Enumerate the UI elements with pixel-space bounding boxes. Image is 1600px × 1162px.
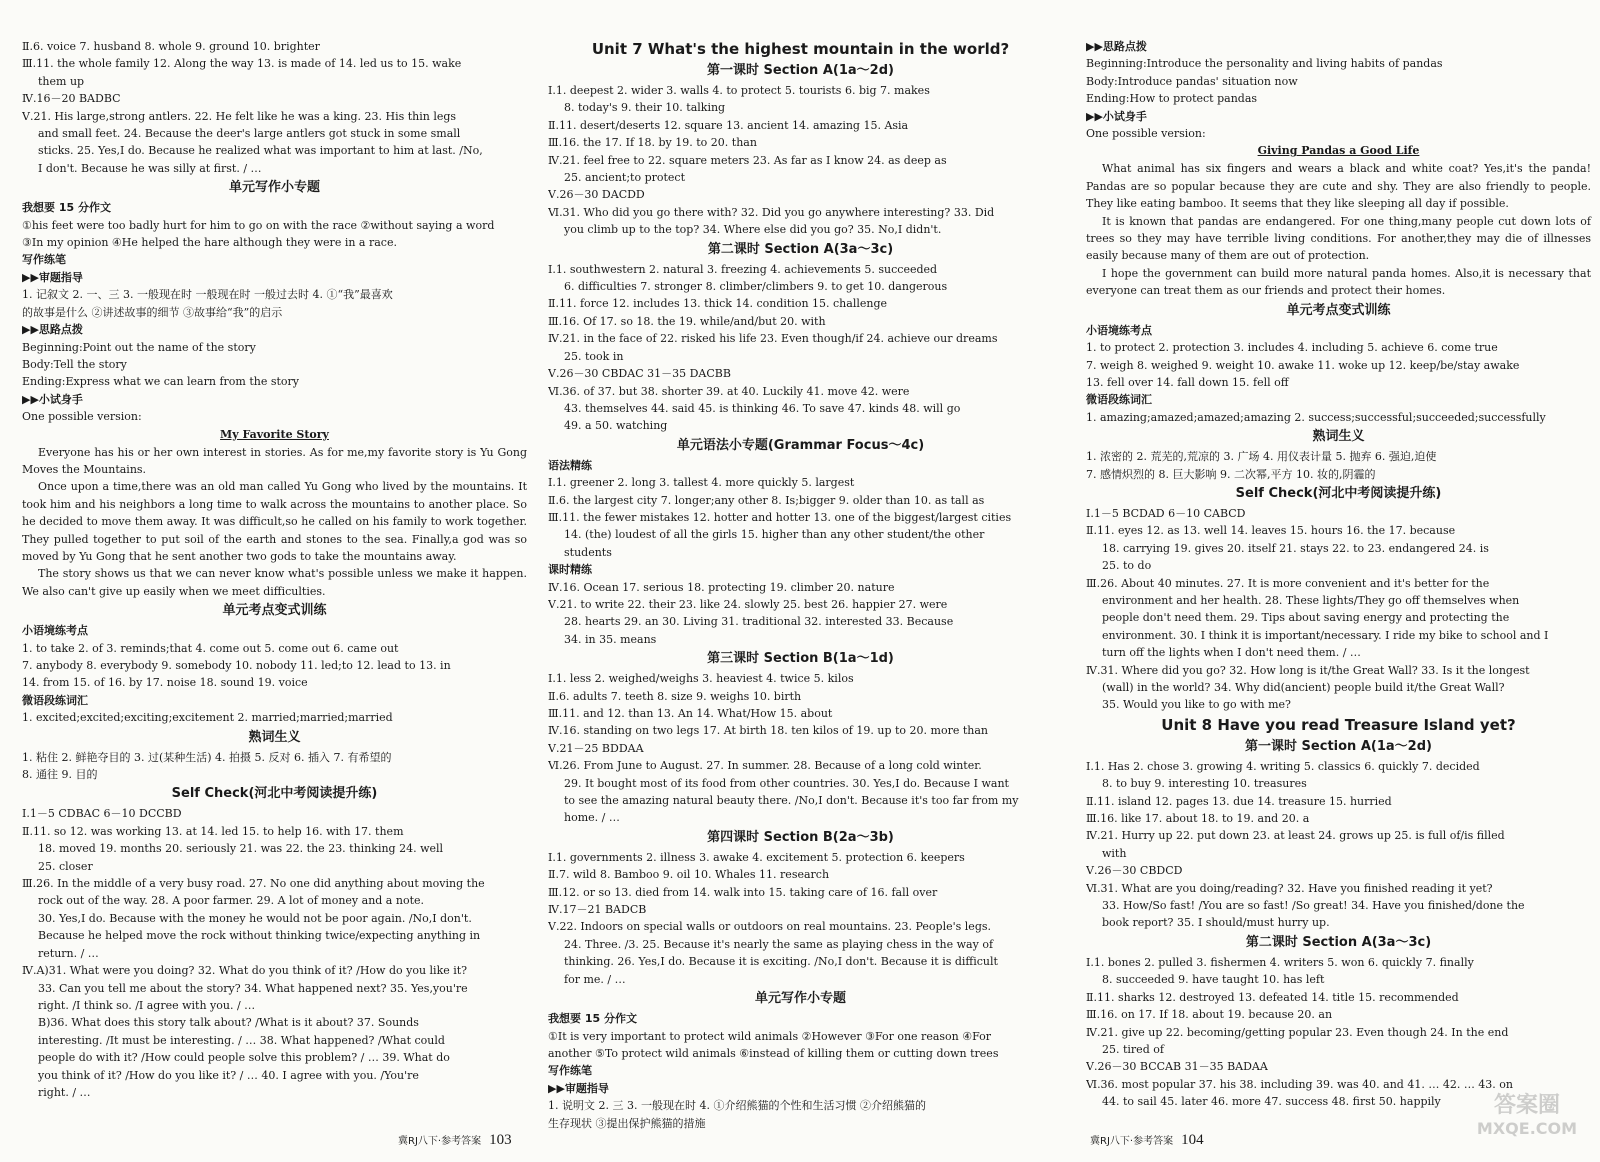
col2-ln-line: Ⅳ.16. Ocean 17. serious 18. protecting 19. climber 20. nature [548, 580, 895, 594]
col3-ln-line: Ⅲ.26. About 40 minutes. 27. It is more convenient and it's better for the [1086, 576, 1490, 590]
col3-ln-line: Ⅲ.16. on 17. If 18. about 19. because 20. an [1086, 1008, 1333, 1022]
col3-ln-line: 44. to sail 45. later 46. more 47. success 48. first 50. happily [1102, 1095, 1441, 1109]
col2-ln-line: 生存现状 ③提出保护熊猫的措施 [548, 1116, 706, 1130]
col3-ln-line: 8. succeeded 9. have taught 10. has left [1102, 973, 1325, 987]
col1-ln-line: Beginning:Point out the name of the story [22, 340, 256, 354]
col1-ln-line: Ⅱ.6. voice 7. husband 8. whole 9. ground 10. brighter [22, 40, 320, 53]
col3-ln-line: 18. carrying 19. gives 20. itself 21. stays 22. to 23. endangered 24. is [1102, 541, 1489, 555]
col1-ln-line: interesting. /It must be interesting. / … 38. What happened? /What could [38, 1033, 445, 1047]
col3-hd-line: 熟词生义 [1312, 429, 1365, 445]
col2-hd-line: 第一课时 Section A(1a～2d) [707, 63, 894, 78]
col3-ln-line: with [1102, 846, 1127, 860]
col2-ln-line: 28. hearts 29. an 30. Living 31. traditional 32. interested 33. Because [564, 615, 954, 629]
col2-ln-line: to see the amazing natural beauty there. /No,I don't. Because it's too far from my [564, 794, 1019, 808]
col2-ln-line: Ⅲ.11. the fewer mistakes 12. hotter and hotter 13. one of the biggest/largest cities [548, 510, 1012, 524]
col1-ln-line: 1. 粘住 2. 鲜艳夺目的 3. 过(某种生活) 4. 拍摄 5. 反对 6. 插入 7. 有希望的 [22, 750, 392, 764]
col3-ln-line: 1. amazing;amazed;amazed;amazing 2. success;successful;succeeded;successfully [1086, 410, 1546, 424]
col1-ln-line: 25. closer [38, 859, 93, 873]
col3-ln-line: 7. 感情炽烈的 8. 巨大影响 9. 二次幂,平方 10. 妆的,阴霾的 [1086, 467, 1376, 481]
col1-ln-line: 7. anybody 8. everybody 9. somebody 10. nobody 11. led;to 12. lead to 13. in [22, 659, 451, 672]
col3-sub-line: ▶▶思路点拨 [1086, 40, 1147, 53]
col3-ln-line: Ⅵ.36. most popular 37. his 38. including 39. was 40. and 41. … 42. … 43. on [1086, 1077, 1514, 1091]
col1-ln-line: people do with it? /How could people solve this problem? / … 39. What do [38, 1051, 450, 1065]
col2-sub-line: 语法精练 [548, 458, 592, 472]
col1-ln-line: return. / … [38, 946, 99, 960]
col3-ln-line: 25. tired of [1102, 1042, 1164, 1056]
col3-ln-line: Body:Introduce pandas' situation now [1086, 74, 1298, 88]
col2-hd-line: 第四课时 Section B(2a～3b) [707, 829, 894, 845]
col1-ln-line: 8. 通往 9. 目的 [22, 768, 98, 782]
col2-ln-line: Ⅲ.11. and 12. than 13. An 14. What/How 15. about [548, 707, 833, 720]
col1-ln-line: Because he helped move the rock without thinking twice/expecting anything in [38, 929, 481, 943]
col1-ln-line: 18. moved 19. months 20. seriously 21. was 22. the 23. thinking 24. well [38, 842, 444, 856]
col3-ln-line: Ⅲ.16. like 17. about 18. to 19. and 20. a [1086, 812, 1310, 826]
col1-ln-line: right. /I think so. /I agree with you. / … [38, 998, 256, 1012]
col3-ln-line: Ⅳ.21. Hurry up 22. put down 23. at least 24. grows up 25. is full of/is filled [1086, 829, 1505, 843]
col3-ln-line: Ending:How to protect pandas [1086, 92, 1258, 106]
col3-ln-line: (wall) in the world? 34. Why did(ancient) people build it/the Great Wall? [1102, 681, 1505, 694]
col2-ln-line: 24. Three. /3. 25. Because it's nearly the same as playing chess in the way of [564, 937, 994, 951]
col3-ln-line: turn off the lights when I don't need them. / … [1102, 646, 1361, 660]
col3-ln-line: Ⅱ.11. sharks 12. destroyed 13. defeated 14. title 15. recommended [1086, 990, 1459, 1004]
col2-ln-line: Ⅰ.1. less 2. weighed/weighs 3. heaviest 4. twice 5. kilos [548, 672, 854, 686]
col1-ln-line: sticks. 25. Yes,I do. Because he realized what was important to him at last. /No, [38, 144, 483, 158]
col3-ln-line: Beginning:Introduce the personality and living habits of pandas [1086, 57, 1443, 71]
col1-sub-line: 写作练笔 [22, 253, 66, 267]
col2-ln-line: Ⅴ.26－30 CBDAC 31－35 DACBB [548, 367, 731, 381]
col2-ln-line: Ⅲ.12. or so 13. died from 14. walk into 15. taking care of 16. fall over [548, 885, 938, 899]
col2-ln-line: Ⅰ.1. greener 2. long 3. tallest 4. more quickly 5. largest [548, 476, 855, 490]
col3-sub-line: 小语境练考点 [1086, 323, 1152, 337]
col2-ln-line: Ⅱ.6. the largest city 7. longer;any other 8. Is;bigger 9. older than 10. as tall as [548, 493, 985, 507]
col2-ln-line: 34. in 35. means [564, 632, 657, 646]
col3-ln-line: 13. fell over 14. fall down 15. fell off [1086, 375, 1289, 389]
page-number-right: 104 [1181, 1132, 1204, 1148]
col2-ln-line: Ⅴ.22. Indoors on special walls or outdoors on real mountains. 23. People's legs. [548, 920, 992, 934]
col3-ln-line: One possible version: [1086, 127, 1206, 141]
col1-hd-line: 单元写作小专题 [228, 180, 320, 196]
col1-ln-line: Ⅲ.11. the whole family 12. Along the way 13. is made of 14. led us to 15. wake [22, 57, 462, 71]
col1-ln-line: ①his feet were too badly hurt for him to go on with the race ②without saying a word [22, 218, 495, 232]
col3-sub-line: ▶▶小试身手 [1086, 109, 1147, 123]
col2-hd-line: 第三课时 Section B(1a～1d) [707, 651, 894, 667]
col2-ln-line: 14. (the) loudest of all the girls 15. higher than any other student/the other [564, 528, 985, 542]
watermark-line2: MXQE.COM [1476, 1119, 1578, 1138]
col3-par-line: What animal has six fingers and wears a black and white coat? Yes,it's the panda! Pandas are so popular because they are cute and shy. They are also friendly to people. They like eating bamboo. It seems that they like sleeping all day if possible. [1086, 162, 1591, 211]
col1-sub-line: 小语境练考点 [22, 624, 88, 638]
col1-ln-line: and small feet. 24. Because the deer's large antlers got stuck in some small [38, 127, 461, 141]
col1-hd-line: 熟词生义 [248, 729, 301, 745]
col2-hd-line: 第二课时 Section A(3a～3c) [707, 241, 894, 257]
col2-ln-line: Ⅴ.21. to write 22. their 23. like 24. slowly 25. best 26. happier 27. were [548, 597, 948, 611]
col2-ln-line: Ⅳ.21. feel free to 22. square meters 23. As far as I know 24. as deep as [548, 153, 947, 167]
col3-ln-line: 35. Would you like to go with me? [1102, 698, 1291, 712]
col2-ln-line: Ⅳ.16. standing on two legs 17. At birth 18. ten kilos of 19. up to 20. more than [548, 724, 988, 738]
col2-ln-line: 25. ancient;to protect [564, 171, 686, 185]
col3-ln-line: 1. 浓密的 2. 荒芜的,荒凉的 3. 广场 4. 用仪表计量 5. 抛弃 6. 强迫,迫使 [1086, 450, 1437, 464]
col2-unit-line: Unit 7 What's the highest mountain in the world? [591, 40, 1010, 58]
column-right [1086, 38, 1591, 1111]
col2-ln-line: Ⅲ.16. Of 17. so 18. the 19. while/and/but 20. with [548, 314, 826, 328]
col2-hd-line: 单元语法小专题(Grammar Focus～4c) [676, 437, 925, 453]
col3-ttl-line: Giving Pandas a Good Life [1257, 144, 1420, 158]
col2-ln-line: 6. difficulties 7. stronger 8. climber/climbers 9. to get 10. dangerous [564, 280, 948, 294]
col2-ln-line: home. / … [564, 811, 620, 825]
col3-ln-line: book report? 35. I should/must hurry up. [1102, 916, 1330, 930]
column-left [22, 38, 527, 1101]
col3-par-line: I hope the government can build more natural panda homes. Also,it is necessary that everyone can treat them as our friends and protect their homes. [1086, 266, 1591, 298]
col3-ln-line: Ⅱ.11. island 12. pages 13. due 14. treasure 15. hurried [1086, 794, 1392, 808]
col1-sub-line: ▶▶小试身手 [22, 392, 83, 406]
col3-ln-line: environment. 30. I think it is important/necessary. I ride my bike to school and I [1102, 628, 1549, 642]
col1-ln-line: Ⅰ.1－5 CDBAC 6－10 DCCBD [22, 807, 182, 821]
col1-ln-line: 1. to take 2. of 3. reminds;that 4. come out 5. come out 6. came out [22, 641, 399, 655]
col1-ln-line: 30. Yes,I do. Because with the money he would not be poor again. /No,I don't. [38, 911, 472, 925]
col3-ln-line: Ⅰ.1. Has 2. chose 3. growing 4. writing 5. classics 6. quickly 7. decided [1086, 759, 1480, 773]
col2-sub-line: 课时精练 [548, 563, 592, 577]
col3-ln-line: Ⅱ.11. eyes 12. as 13. well 14. leaves 15. hours 16. the 17. because [1086, 524, 1456, 538]
col2-sub-line: 写作练笔 [548, 1064, 592, 1078]
col1-ln-line: right. / … [38, 1085, 91, 1099]
col2-ln-line: Ⅱ.11. force 12. includes 13. thick 14. condition 15. challenge [548, 297, 888, 311]
col3-hd-line: 第二课时 Section A(3a～3c) [1245, 934, 1432, 950]
col3-ln-line: 7. weigh 8. weighed 9. weight 10. awake 11. woke up 12. keep/be/stay awake [1086, 358, 1520, 372]
col3-ln-line: Ⅰ.1. bones 2. pulled 3. fishermen 4. writers 5. won 6. quickly 7. finally [1086, 955, 1474, 969]
col1-ln-line: you think of it? /How do you like it? / … 40. I agree with you. /You're [38, 1068, 419, 1082]
col2-ln-line: Ⅵ.31. Who did you go there with? 32. Did you go anywhere interesting? 33. Did [548, 205, 995, 219]
col2-ln-line: Ⅳ.21. in the face of 22. risked his life 23. Even though/if 24. achieve our dreams [548, 332, 998, 346]
col1-sub-line: ▶▶审题指导 [22, 270, 83, 284]
col2-ln-line: Ⅲ.16. the 17. If 18. by 19. to 20. than [548, 136, 757, 150]
col3-ln-line: Ⅳ.31. Where did you go? 32. How long is it/the Great Wall? 33. Is it the longest [1086, 663, 1530, 677]
col1-ln-line: I don't. Because he was silly at first. / … [38, 161, 262, 175]
watermark-line1: 答案圈 [1493, 1093, 1560, 1118]
col1-sub-line: 微语段练词汇 [22, 693, 88, 707]
col1-par-line: Once upon a time,there was an old man called Yu Gong who lived by the mountains. It took him and his neighbors a long time to walk across the mountains to another place. So he decided to move them away. It was difficult,so he called on his family to work together. They pulled together to put soil of the earth and stones to the sea. Finally,a god was so moved by Yu Gong that he sent another two gods to take the mountains away. [22, 480, 527, 563]
col2-ln-line: 8. today's 9. their 10. talking [564, 101, 726, 115]
col2-ln-line: 43. themselves 44. said 45. is thinking 46. To save 47. kinds 48. will go [564, 401, 961, 415]
col1-hd-line: Self Check(河北中考阅读提升练) [171, 786, 378, 802]
col2-ln-line: Ⅵ.36. of 37. but 38. shorter 39. at 40. Luckily 41. move 42. were [548, 384, 910, 398]
col1-ln-line: 的故事是什么 ②讲述故事的细节 ③故事给“我”的启示 [22, 305, 283, 319]
col2-ln-line: Ⅱ.11. desert/deserts 12. square 13. ancient 14. amazing 15. Asia [548, 118, 909, 132]
col2-ln-line: Ⅵ.26. From June to August. 27. In summer. 28. Because of a long cold winter. [548, 759, 982, 773]
footer-left [398, 1132, 512, 1149]
col2-ln-line: ①It is very important to protect wild animals ②However ③For one reason ④For [548, 1029, 992, 1043]
col2-sub-line: ▶▶审题指导 [548, 1081, 609, 1095]
col3-ln-line: Ⅴ.26－30 CBDCD [1086, 864, 1183, 878]
watermark-logo [1462, 1088, 1592, 1154]
col1-ln-line: Ⅳ.16－20 BADBC [22, 92, 121, 106]
column-middle [548, 38, 1053, 1132]
col2-ln-line: 29. It bought most of its food from other countries. 30. Yes,I do. Because I want [564, 776, 1009, 790]
col3-hd-line: 第一课时 Section A(1a～2d) [1245, 738, 1432, 754]
col2-ln-line: students [564, 545, 612, 559]
col3-ln-line: 33. How/So fast! /You are so fast! /So great! 34. Have you finished/done the [1102, 899, 1525, 913]
col3-sub-line: 微语段练词汇 [1086, 393, 1152, 407]
col1-ln-line: 1. 记叙文 2. 一、三 3. 一般现在时 一般现在时 一般过去时 4. ①“我”最喜欢 [22, 288, 393, 302]
col1-sub-line: 我想要 15 分作文 [22, 201, 111, 215]
col1-sub-line: ▶▶思路点拨 [22, 323, 83, 337]
col1-par-line: The story shows us that we can never know what's possible unless we make it happen. We also can't give up easily when we meet difficulties. [22, 567, 527, 598]
col3-ln-line: people don't need them. 29. Tips about saving energy and protecting the [1102, 611, 1510, 625]
col1-hd-line: 单元考点变式训练 [222, 603, 327, 619]
col3-ln-line: Ⅳ.21. give up 22. becoming/getting popular 23. Even though 24. In the end [1086, 1025, 1509, 1039]
col2-sub-line: 我想要 15 分作文 [548, 1012, 637, 1026]
page-number-left: 103 [489, 1132, 512, 1148]
col1-ln-line: 1. excited;excited;exciting;excitement 2. married;married;married [22, 711, 393, 725]
col3-hd-line: Self Check(河北中考阅读提升练) [1235, 485, 1442, 501]
col1-ln-line: Ⅳ.A)31. What were you doing? 32. What do you think of it? /How do you like it? [22, 964, 468, 978]
col2-ln-line: Ⅱ.6. adults 7. teeth 8. size 9. weighs 10. birth [548, 689, 802, 703]
col2-ln-line: you climb up to the top? 34. Where else did you go? 35. No,I didn't. [564, 223, 942, 237]
col3-hd-line: 单元考点变式训练 [1286, 302, 1391, 318]
footer-right [1090, 1132, 1204, 1149]
col1-ln-line: Body:Tell the story [22, 357, 127, 371]
col2-ln-line: Ⅰ.1. governments 2. illness 3. awake 4. excitement 5. protection 6. keepers [548, 850, 965, 864]
col3-ln-line: 8. to buy 9. interesting 10. treasures [1102, 777, 1307, 791]
col1-ln-line: Ⅴ.21. His large,strong antlers. 22. He felt like he was a king. 23. His thin legs [22, 109, 457, 123]
col1-ln-line: B)36. What does this story talk about? /What is it about? 37. Sounds [38, 1016, 419, 1030]
col1-ln-line: 14. from 15. of 16. by 17. noise 18. sound 19. voice [22, 676, 308, 690]
col2-ln-line: 49. a 50. watching [564, 419, 668, 433]
col3-ln-line: 25. to do [1102, 559, 1152, 573]
col1-ln-line: rock out of the way. 28. A poor farmer. 29. A lot of money and a note. [38, 894, 424, 908]
col2-ln-line: thinking. 26. Yes,I do. Because it is exciting. /No,I don't. Because it is difficult [564, 955, 998, 969]
col3-ln-line: Ⅰ.1－5 BCDAD 6－10 CABCD [1086, 506, 1246, 520]
col1-ln-line: Ⅲ.26. In the middle of a very busy road. 27. No one did anything about moving the [22, 877, 485, 891]
col2-ln-line: Ⅱ.7. wild 8. Bamboo 9. oil 10. Whales 11. research [548, 868, 830, 882]
col2-ln-line: Ⅴ.21－25 BDDAA [548, 741, 644, 755]
col1-ttl-line: My Favorite Story [220, 427, 329, 441]
col2-ln-line: 25. took in [564, 349, 624, 363]
col1-ln-line: 33. Can you tell me about the story? 34. What happened next? 35. Yes,you're [38, 981, 468, 995]
col2-hd-line: 单元写作小专题 [754, 991, 846, 1007]
col2-ln-line: Ⅳ.17－21 BADCB [548, 903, 647, 917]
col3-ln-line: Ⅴ.26－30 BCCAB 31－35 BADAA [1086, 1060, 1268, 1074]
footer-right-label: 冀RJ八下·参考答案 [1090, 1136, 1174, 1147]
col3-ln-line: 1. to protect 2. protection 3. includes 4. including 5. achieve 6. come true [1086, 341, 1498, 355]
footer-left-label: 冀RJ八下·参考答案 [398, 1136, 482, 1147]
col2-ln-line: Ⅰ.1. deepest 2. wider 3. walls 4. to protect 5. tourists 6. big 7. makes [548, 84, 930, 97]
col1-ln-line: Ⅱ.11. so 12. was working 13. at 14. led 15. to help 16. with 17. them [22, 824, 404, 838]
col3-unit-line: Unit 8 Have you read Treasure Island yet? [1161, 715, 1516, 734]
col2-ln-line: Ⅰ.1. southwestern 2. natural 3. freezing 4. achievements 5. succeeded [548, 262, 938, 276]
col2-ln-line: another ⑤To protect wild animals ⑥instead of killing them or cutting down trees [548, 1046, 999, 1060]
col1-par-line: Everyone has his or her own interest in stories. As for me,my favorite story is Yu Gong Moves the Mountains. [22, 445, 527, 476]
col1-ln-line: One possible version: [22, 410, 142, 424]
col1-ln-line: ③In my opinion ④He helped the hare although they were in a race. [22, 236, 397, 250]
col2-ln-line: 1. 说明文 2. 三 3. 一般现在时 4. ①介绍熊猫的个性和生活习惯 ②介绍熊猫的 [548, 1099, 926, 1113]
col3-ln-line: environment and her health. 28. These lights/They go off themselves when [1102, 593, 1520, 607]
col1-ln-line: them up [38, 74, 85, 88]
col2-ln-line: Ⅴ.26－30 DACDD [548, 188, 645, 202]
col1-ln-line: Ending:Express what we can learn from the story [22, 375, 300, 389]
col2-ln-line: for me. / … [564, 972, 626, 986]
col3-par-line: It is known that pandas are endangered. For one thing,many people cut down lots of trees so they may have terrible living conditions. For another,they may die of illnesses easily because many of them are out of protection. [1086, 214, 1591, 263]
col3-ln-line: Ⅵ.31. What are you doing/reading? 32. Have you finished reading it yet? [1086, 881, 1493, 895]
